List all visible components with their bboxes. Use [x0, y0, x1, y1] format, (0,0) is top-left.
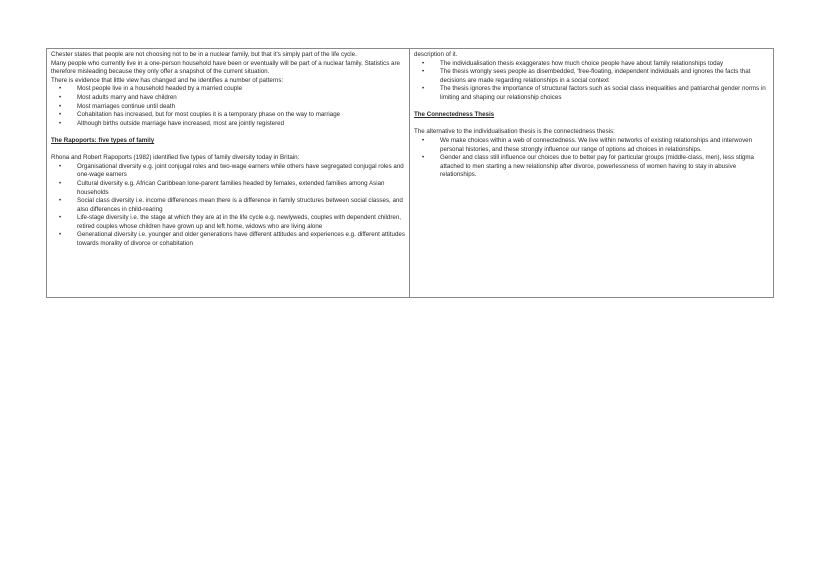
list-item: • The thesis ignores the importance of structural factors such as social class inequalities and patriarchal gender norms in limiting and shaping our relationship choices [440, 85, 769, 102]
list-item: • Social class diversity i.e. income differences mean there is a difference in family structures between social classes, and also differences in child-rearing [77, 197, 405, 214]
patterns-list [51, 85, 405, 128]
list-item: • Most adults marry and have children [77, 94, 405, 103]
section-heading: The Rapoports: five types of family [51, 136, 155, 144]
list-item: • Generational diversity i.e. younger and older generations have different attitudes and experiences e.g. different attitudes towards morality of divorce or cohabitation [77, 231, 405, 248]
section-heading: The Connectedness Thesis [414, 111, 495, 119]
list-item: • We make choices within a web of connectedness. We live within networks of existing relationships and interwoven personal histories, and these strongly influence our range of options ad choices in relationships. [440, 137, 769, 154]
continuation-text: description of it. [414, 51, 458, 58]
list-item: • Cultural diversity e.g. African Caribbean lone-parent families headed by females, extended families among Asian households [77, 180, 405, 197]
list-item: • Life-stage diversity i.e. the stage at which they are at in the life cycle e.g. newlyweds, couples with dependent children, retired couples whose children have grown up and left home, widows who are living alone [77, 214, 405, 231]
section-intro: The alternative to the individualisation thesis is the connectedness thesis: [414, 128, 615, 136]
intro-line: Chester states that people are not choosing not to be in a nuclear family, but that it's simply part of the life cycle. [51, 51, 357, 58]
list-item: • Most people live in a household headed by a married couple [77, 85, 405, 94]
list-item: • Although births outside marriage have increased, most are jointly registered [77, 120, 405, 129]
document-table [46, 48, 774, 298]
list-item: • The thesis wrongly sees people as disembedded, 'free-floating, independent individuals and ignores the facts that decisions are made regarding relationships in a social context [440, 68, 769, 85]
intro-line: There is evidence that little view has changed and he identifies a number of patterns: [51, 76, 284, 84]
criticisms-list [414, 60, 769, 103]
right-column [410, 49, 773, 297]
section-intro: Rhona and Robert Rapoports (1982) identified five types of family diversity today in Britain: [51, 154, 300, 162]
list-item: • Organisational diversity e.g. joint conjugal roles and two-wage earners while others have segregated conjugal roles and one-wage earners [77, 163, 405, 180]
list-item: • The individualisation thesis exaggerates how much choice people have about family relationships today [440, 60, 769, 69]
diversity-list [51, 163, 405, 249]
intro-line: Many people who currently live in a one-person household have been or eventually will be part of a nuclear family. Statistics are therefore misleading because they only offer a snapshot of the current situation. [51, 59, 400, 76]
connectedness-list [414, 137, 769, 180]
list-item: • Most marriages continue until death [77, 103, 405, 112]
left-column [47, 49, 410, 297]
list-item: • Cohabitation has increased, but for most couples it is a temporary phase on the way to marriage [77, 111, 405, 120]
list-item: • Gender and class still influence our choices due to better pay for particular groups (middle-class, men), less stigma attached to men starting a new relationship after divorce, powerlessness of women having to stay in abusive relationships. [440, 154, 769, 180]
